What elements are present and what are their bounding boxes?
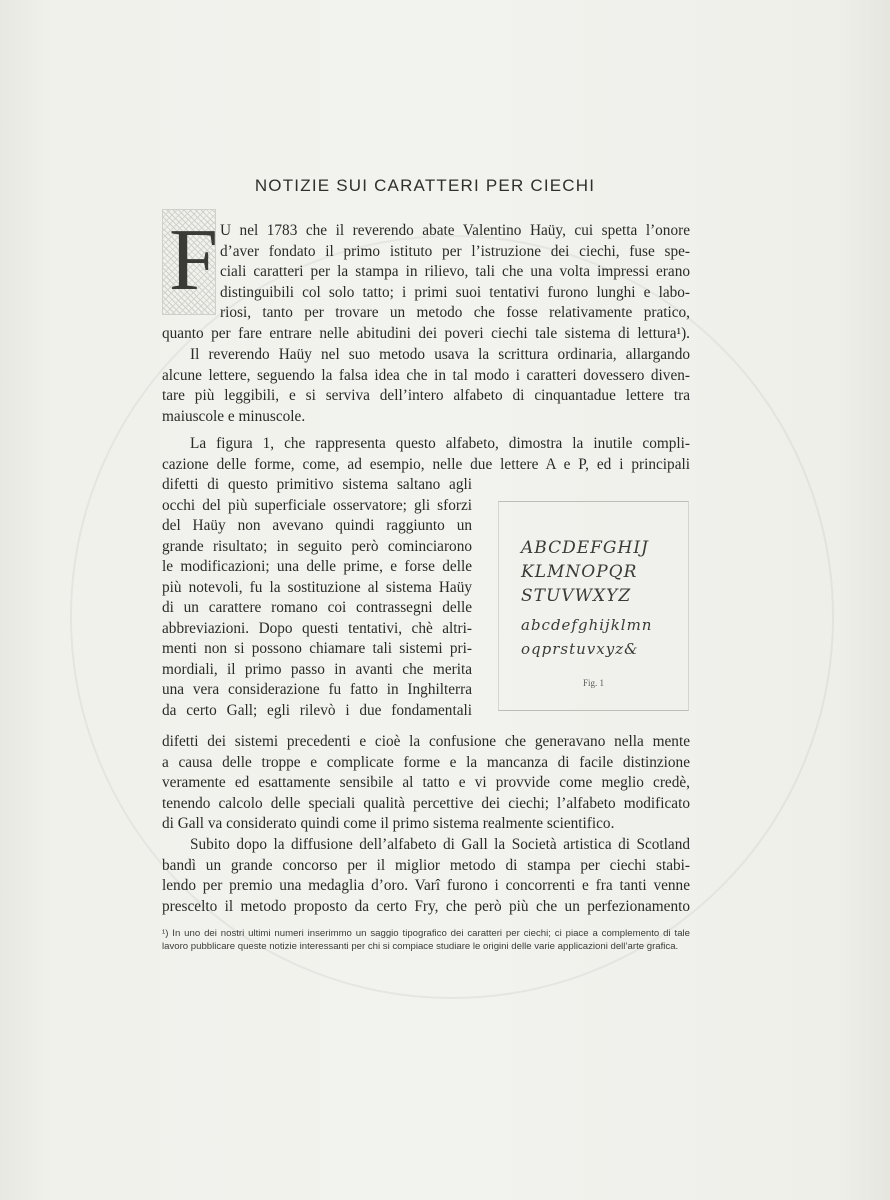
text-line: maiuscole e minuscole. <box>162 407 306 425</box>
text-line: prescelto il metodo proposto da certo Fry, che però più che un perfezionamento <box>162 897 690 915</box>
text-line: veramente ed esattamente sensibile al tatto e vi provvide come meglio credè, <box>162 774 690 792</box>
paragraph-2 <box>162 345 690 427</box>
paragraph-3 <box>162 434 690 475</box>
text-line: ciali caratteri per la stampa in rilievo, tali che una volta impressi erano <box>220 263 690 281</box>
paragraph-4 <box>162 835 690 917</box>
text-line: quanto per fare entrare nelle abitudini dei poveri ciechi tale sistema di lettura¹). <box>162 324 690 342</box>
text-line: riosi, tanto per trovare un metodo che fosse relativamente pratico, <box>220 304 690 322</box>
figure-caption: Fig. 1 <box>582 678 604 688</box>
text-line: una vera considerazione fu fatto in Inghilterra <box>162 681 472 699</box>
text-line: distinguibili col solo tatto; i primi suoi tentativi furono lunghi e labo- <box>220 283 690 301</box>
text-line: La figura 1, che rappresenta questo alfabeto, dimostra la inutile compli- <box>190 435 690 452</box>
text-line: di un carattere romano coi contrassegni delle <box>162 599 472 617</box>
text-line: d’aver fondato il primo istituto per l’istruzione dei ciechi, fuse spe- <box>220 242 690 260</box>
text-line: bandì un grande concorso per il miglior metodo di stampa per ciechi stabi- <box>162 856 690 874</box>
text-line: occhi del più superficiale osservatore; gli sforzi <box>162 496 472 514</box>
alphabet-figure <box>498 501 689 711</box>
text-line: cazione delle forme, come, ad esempio, nelle due lettere A e P, ed i principali <box>162 455 690 473</box>
text-line: difetti di questo primitivo sistema saltano agli <box>162 476 472 493</box>
paragraph-3-wrapped <box>162 475 472 722</box>
text-line: mordiali, il primo passo in avanti che merita <box>162 660 472 678</box>
figure-alphabet-row: STUVWXYZ <box>521 586 632 606</box>
text-line: difetti dei sistemi precedenti e cioè la confusione che generavano nella mente <box>162 733 690 750</box>
text-line: tare più leggibili, e si serviva dell’intero alfabeto di cinquantadue lettere tra <box>162 387 690 405</box>
text-line: di Gall va considerato quindi come il primo sistema realmente scientifico. <box>162 815 615 833</box>
paragraph-1 <box>162 221 690 345</box>
figure-alphabet-row: oqprstuvxyz& <box>521 640 639 658</box>
text-line: da certo Gall; egli rilevò i due fondamentali <box>162 702 472 720</box>
figure-alphabet-row: ABCDEFGHIJ <box>521 538 649 558</box>
figure-alphabet-row: KLMNOPQR <box>521 562 638 582</box>
text-line: tenendo calcolo delle speciali qualità percettive dei ciechi; l’alfabeto modificato <box>162 794 690 812</box>
text-line: a causa delle troppe e complicate forme e la mancanza di facile distinzione <box>162 753 690 771</box>
text-line: più notevoli, fu la sostituzione al sistema Haüy <box>162 578 472 596</box>
footnote: ¹) In uno dei nostri ultimi numeri inserimmo un saggio tipografico dei caratteri per ciechi; ci piace a complemento di tale lavoro pubblicare queste notizie interessanti per chi si compiace studiare le origini delle varie applicazioni dell’arte grafica. <box>162 928 690 952</box>
text-line: menti non si possono chiamare tali sistemi pri- <box>162 640 472 658</box>
text-line: grande risultato; in seguito però cominciarono <box>162 537 472 555</box>
paragraph-3-continued <box>162 732 690 835</box>
text-line: Il reverendo Haüy nel suo metodo usava la scrittura ordinaria, allargando <box>190 346 690 363</box>
figure-alphabet-row: abcdefghijklmn <box>521 616 653 634</box>
text-line: alcune lettere, seguendo la falsa idea che in tal modo i caratteri dovessero diven- <box>162 366 690 384</box>
drop-cap-letter: F <box>169 212 218 309</box>
text-line: del Haüy non avevano quindi raggiunto un <box>162 517 472 535</box>
text-line: Subito dopo la diffusione dell’alfabeto di Gall la Società artistica di Scotland <box>190 836 690 853</box>
text-line: lendo per premio una medaglia d’oro. Varî furono i concorrenti e fra tanti venne <box>162 877 690 895</box>
page-title: NOTIZIE SUI CARATTERI PER CIECHI <box>254 176 596 195</box>
text-line: abbreviazioni. Dopo questi tentativi, chè altri- <box>162 619 472 637</box>
text-line: le modificazioni; una delle prime, e forse delle <box>162 558 472 576</box>
text-line: U nel 1783 che il reverendo abate Valentino Haüy, cui spetta l’onore <box>220 222 690 239</box>
